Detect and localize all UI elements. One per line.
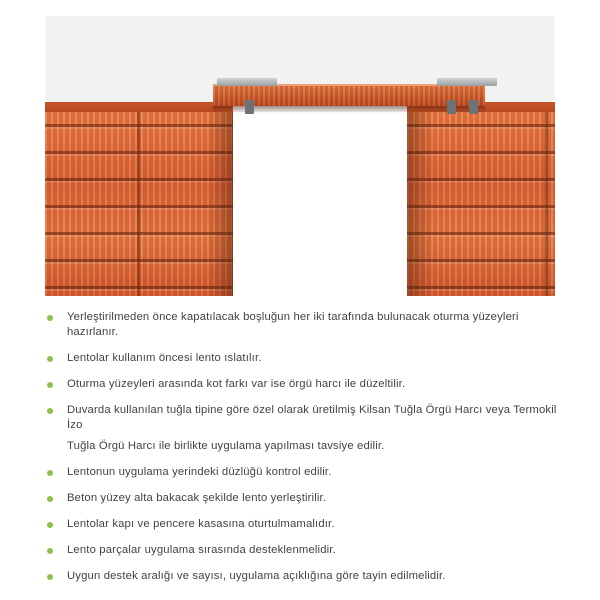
list-item-text: Tuğla Örgü Harcı ile birlikte uygulama yapılması tavsiye edilir. — [67, 440, 385, 452]
brick-wall-lintel-illustration — [45, 16, 555, 296]
list-item — [45, 377, 565, 392]
list-item-text: Beton yüzey alta bakacak şekilde lento yerleştirilir. — [67, 492, 327, 504]
list-item — [45, 491, 565, 506]
bullet-dot-icon — [47, 356, 53, 362]
list-item-text: Lentolar kapı ve pencere kasasına oturtulmamalıdır. — [67, 518, 335, 530]
lintel-bracket-right-2 — [469, 100, 478, 114]
list-item — [45, 517, 565, 532]
list-item-text: Lento parçalar uygulama sırasında desteklenmelidir. — [67, 544, 336, 556]
list-item — [45, 310, 565, 340]
list-item-text: Uygun destek aralığı ve sayısı, uygulama açıklığına göre tayin edilmelidir. — [67, 570, 446, 582]
right-brick-wall — [407, 102, 555, 296]
list-item-text: Duvarda kullanılan tuğla tipine göre özel olarak üretilmiş Kilsan Tuğla Örgü Harcı veya Termokil İzo — [67, 404, 557, 431]
brick-vertical-joints — [45, 102, 233, 296]
bullet-dot-icon — [47, 408, 53, 414]
bullet-dot-icon — [47, 382, 53, 388]
bullet-dot-icon — [47, 548, 53, 554]
left-wall-edge-shadow — [207, 102, 233, 296]
list-item — [45, 351, 565, 366]
list-item-text: Lentolar kullanım öncesi lento ıslatılır. — [67, 352, 262, 364]
lintel-metal-cap-left — [217, 78, 277, 86]
bullet-dot-icon — [47, 574, 53, 580]
list-item-continuation — [45, 439, 565, 454]
lintel-bracket-right-1 — [447, 100, 456, 114]
list-item-text: Oturma yüzeyleri arasında kot farkı var ise örgü harcı ile düzeltilir. — [67, 378, 406, 390]
bullet-dot-icon — [47, 315, 53, 321]
left-brick-wall — [45, 102, 233, 296]
door-opening — [233, 112, 407, 296]
left-wall-top-course — [45, 102, 233, 112]
illustration-canvas — [45, 16, 555, 296]
list-item — [45, 403, 565, 433]
instructions-section — [45, 310, 565, 595]
list-item — [45, 465, 565, 480]
bullet-dot-icon — [47, 522, 53, 528]
bullet-dot-icon — [47, 470, 53, 476]
bullet-dot-icon — [47, 496, 53, 502]
list-item — [45, 543, 565, 558]
list-item-text: Lentonun uygulama yerindeki düzlüğü kontrol edilir. — [67, 466, 332, 478]
lintel-bracket-left — [245, 100, 254, 114]
instruction-list — [45, 310, 565, 584]
lintel-metal-cap-right — [437, 78, 497, 86]
list-item — [45, 569, 565, 584]
list-item-text: Yerleştirilmeden önce kapatılacak boşluğun her iki tarafında bulunacak oturma yüzeyleri hazırlanır. — [67, 311, 519, 338]
right-wall-edge-shadow — [407, 102, 433, 296]
